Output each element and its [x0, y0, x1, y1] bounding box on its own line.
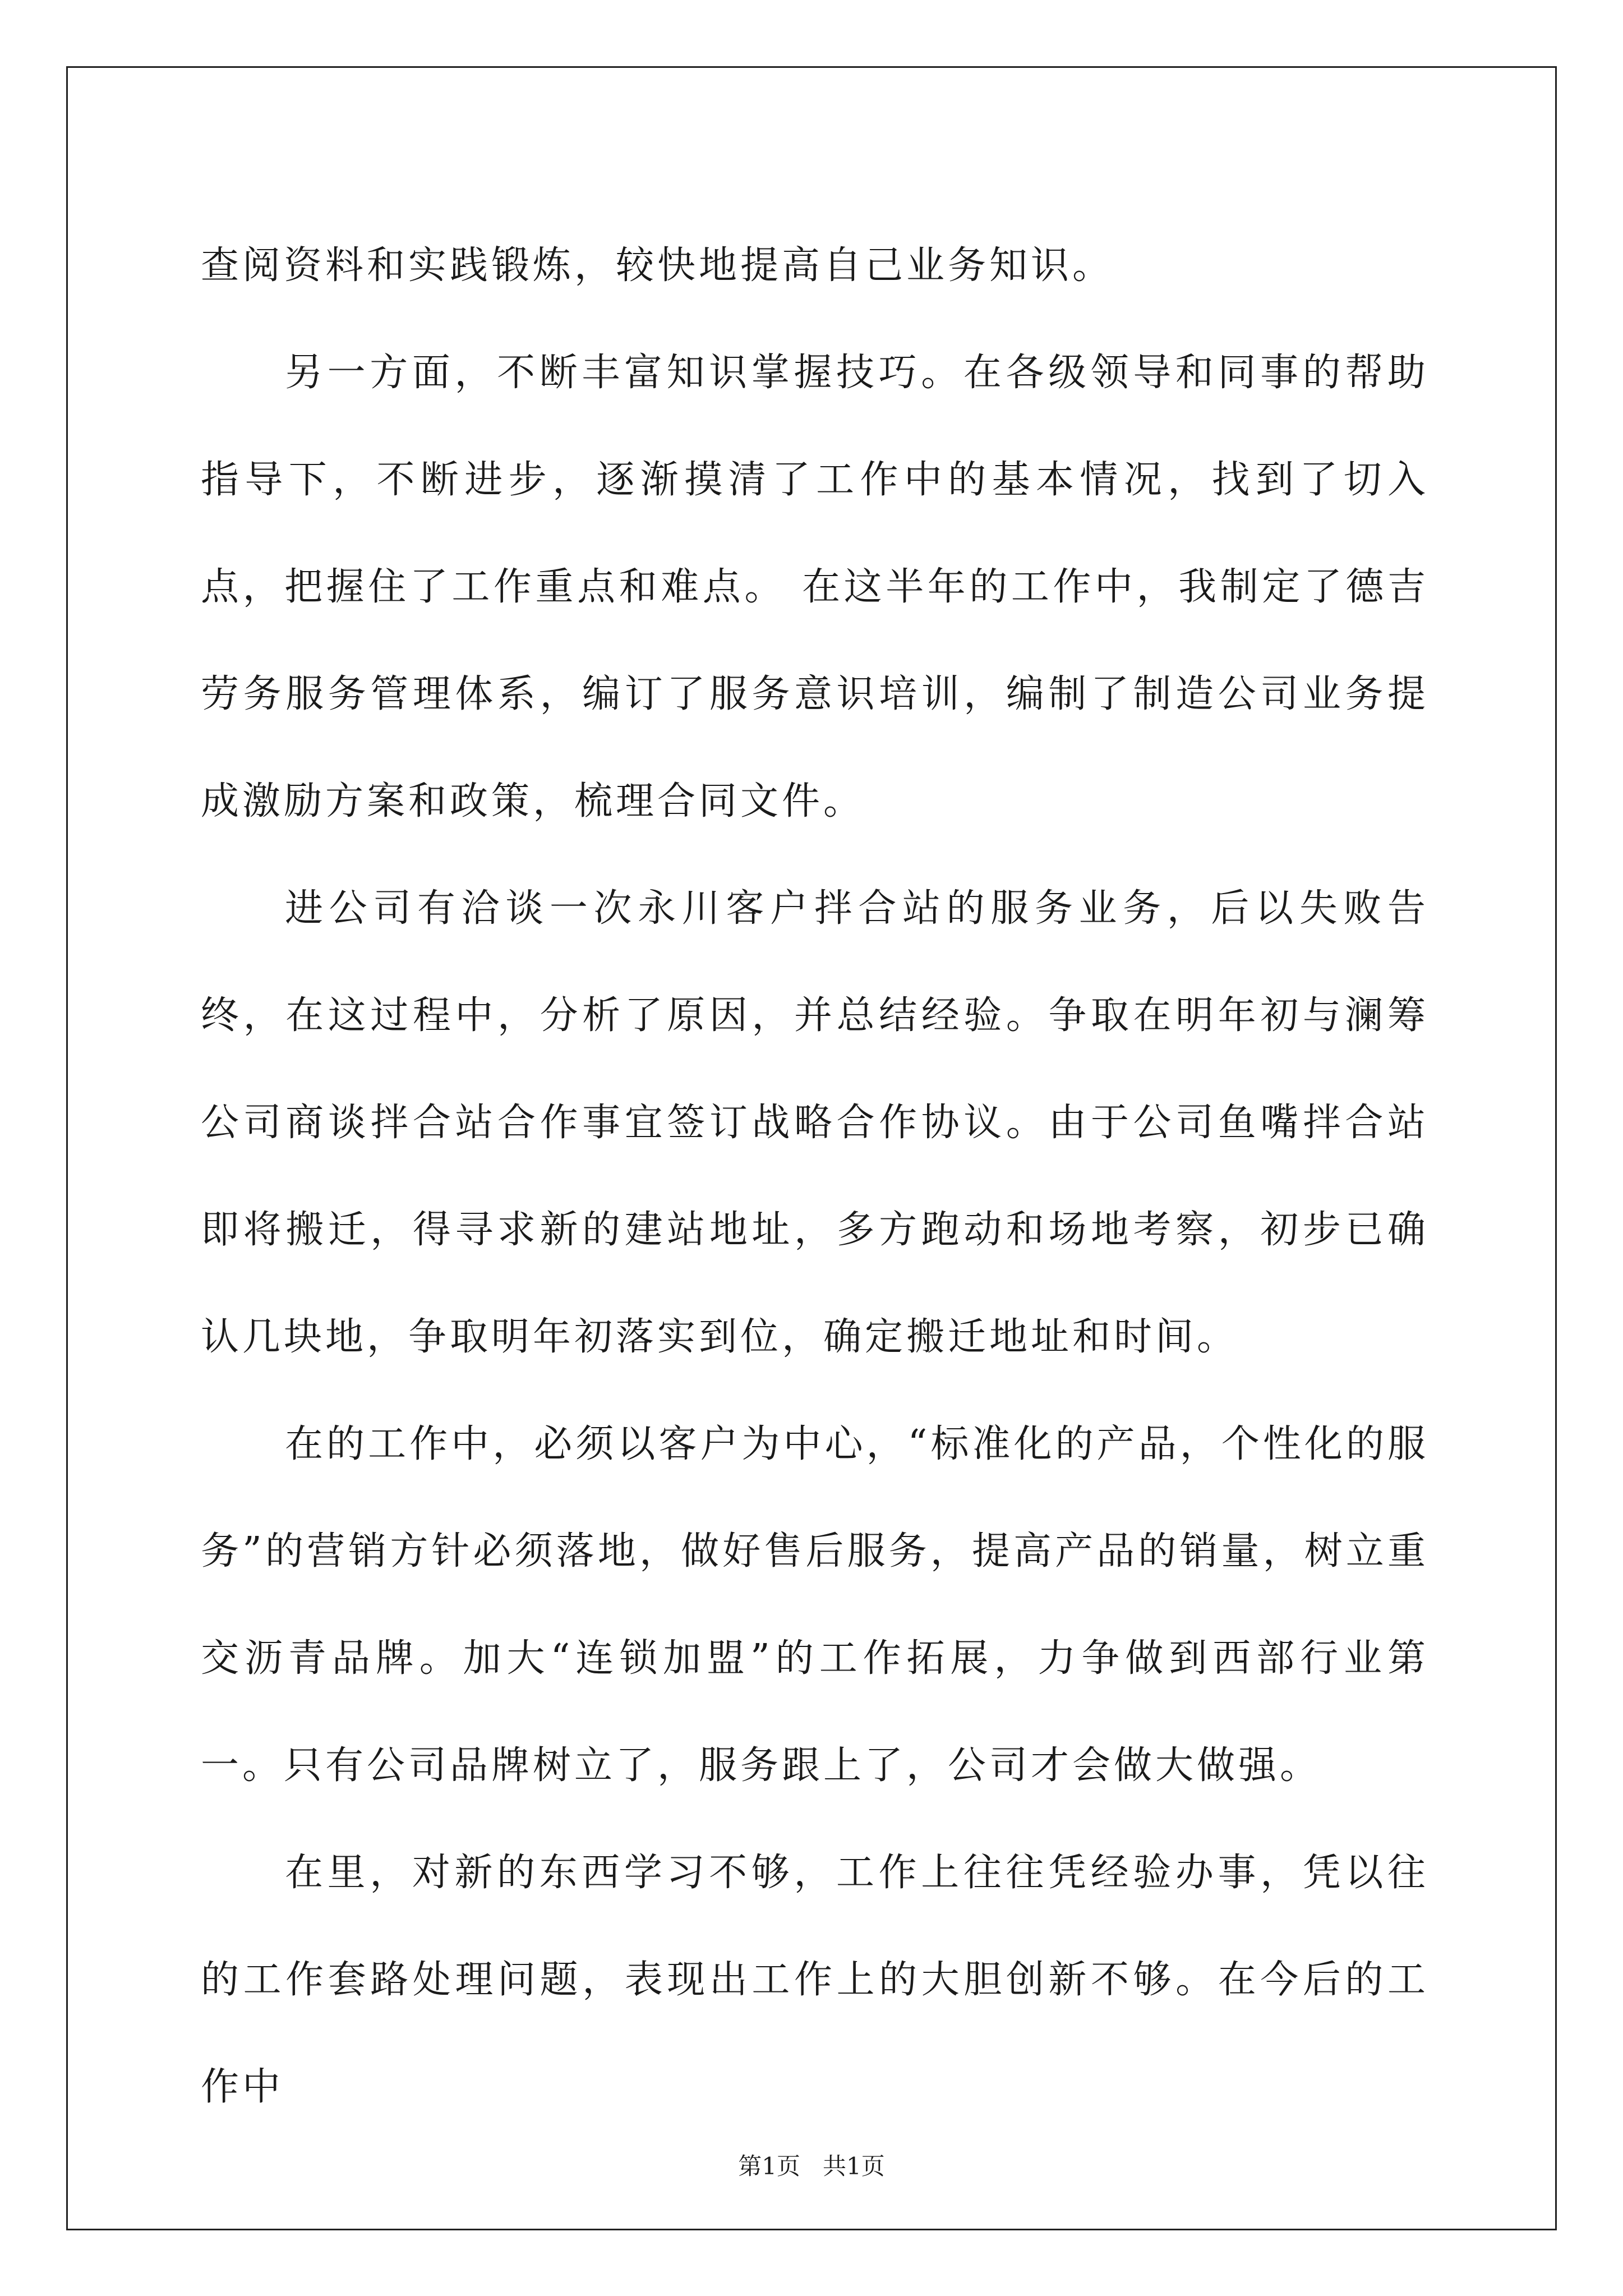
page-number: 第1页 [738, 2152, 800, 2180]
paragraph-1: 查阅资料和实践锻炼，较快地提高自己业务知识。 [201, 243, 1114, 288]
page-number-footer [0, 2150, 1623, 2183]
page-total: 共1页 [823, 2152, 885, 2180]
paragraph-4: 在的工作中，必须以客户为中心，“标准化的产品，个性化的服务”的营销方针必须落地，做好售后服务，提高产品的销量，树立重交沥青品牌。加大“连锁加盟”的工作拓展，力争做到西部行业第一。只有公司品牌树立了，服务跟上了，公司才会做大做强。 [201, 1422, 1430, 1788]
paragraph-3: 进公司有洽谈一次永川客户拌合站的服务业务，后以失败告终，在这过程中，分析了原因，并总结经验。争取在明年初与澜筹公司商谈拌合站合作事宜签订战略合作协议。由于公司鱼嘴拌合站即将搬迁，得寻求新的建站地址，多方跑动和场地考察，初步已确认几块地，争取明年初落实到位，确定搬迁地址和时间。 [201, 886, 1429, 1359]
document-body [201, 212, 1429, 2141]
paragraph-2: 另一方面，不断丰富知识掌握技巧。在各级领导和同事的帮助指导下，不断进步，逐渐摸清了工作中的基本情况，找到了切入点，把握住了工作重点和难点。 在这半年的工作中，我制定了德吉劳务服务管理体系，编订了服务意识培训，编制了制造公司业务提成激励方案和政策，梳理合同文件。 [201, 351, 1429, 823]
paragraph-5: 在里，对新的东西学习不够，工作上往往凭经验办事，凭以往的工作套路处理问题，表现出工作上的大胆创新不够。在今后的工作中 [201, 1851, 1429, 2109]
